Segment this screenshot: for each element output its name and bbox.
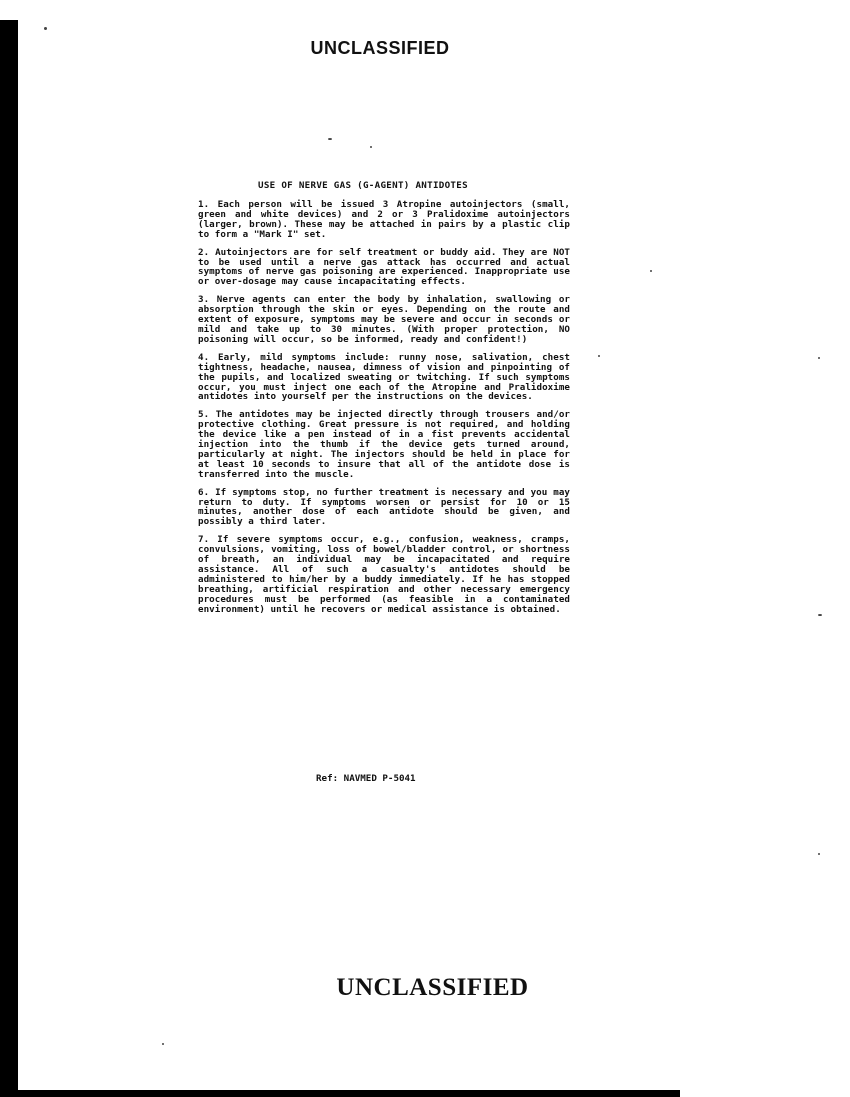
scan-speck (162, 1043, 164, 1045)
scan-speck (650, 270, 652, 272)
paragraph-1: 1. Each person will be issued 3 Atropine autoinjectors (small, green and white devices) and 2 or 3 Pralidoxime autoinjectors (larger, brown). These may be attached in pairs by a plastic clip to form a "Mark I" set. (198, 199, 570, 240)
document-body (198, 200, 570, 623)
paragraph-2: 2. Autoinjectors are for self treatment or buddy aid. They are NOT to be used until a nerve gas attack has occurred and actual symptoms of nerve gas poisoning are experienced. Inappropriate use or over-dosage may cause incapacitating effects. (198, 246, 570, 288)
scan-speck (818, 614, 822, 616)
document-title: USE OF NERVE GAS (G-AGENT) ANTIDOTES (258, 180, 468, 191)
scan-speck (598, 355, 600, 357)
paragraph-4: 4. Early, mild symptoms include: runny nose, salivation, chest tightness, headache, nausea, dimness of vision and pinpointing of the pupils, and localized sweating or twitching. If such symptoms occur, you must inject one each of the Atropine and Pralidoxime antidotes into yourself per the instructions on the devices. (198, 351, 570, 403)
scan-speck (328, 138, 332, 140)
paragraph-5: 5. The antidotes may be injected directly through trousers and/or protective clothing. Great pressure is not required, and holding the device like a pen instead of in a fist prevents accidental injection into the thumb if the device gets turned around, particularly at night. The injectors should be held in place for at least 10 seconds to insure that all of the antidote dose is transferred into the muscle. (198, 409, 570, 480)
reference-line: Ref: NAVMED P-5041 (316, 773, 416, 784)
scan-speck (818, 853, 820, 855)
classification-footer: UNCLASSIFIED (336, 974, 529, 1001)
scan-speck (44, 27, 47, 30)
scan-edge-left (0, 20, 18, 1097)
scan-speck (818, 357, 820, 359)
paragraph-3: 3. Nerve agents can enter the body by inhalation, swallowing or absorption through the skin or eyes. Depending on the route and extent of exposure, symptoms may be severe and occur in seconds or mild and take up to 30 minutes. (With proper protection, NO poisoning will occur, so be informed, ready and confident!) (198, 294, 570, 345)
classification-header: UNCLASSIFIED (310, 38, 450, 58)
paragraph-7: 7. If severe symptoms occur, e.g., confusion, weakness, cramps, convulsions, vomiting, loss of bowel/bladder control, or shortness of breath, an individual may be incapacitated and require assistance. All of such a casualty's antidotes should be administered to him/her by a buddy immediately. If he has stopped breathing, artificial respiration and other necessary emergency procedures must be performed (as feasible in a contaminated environment) until he recovers or medical assistance is obtained. (198, 534, 570, 615)
scan-speck (370, 146, 372, 148)
scan-edge-bottom (0, 1090, 680, 1097)
paragraph-6: 6. If symptoms stop, no further treatment is necessary and you may return to duty. If symptoms worsen or persist for 10 or 15 minutes, another dose of each antidote should be given, and possibly a third later. (198, 486, 570, 528)
